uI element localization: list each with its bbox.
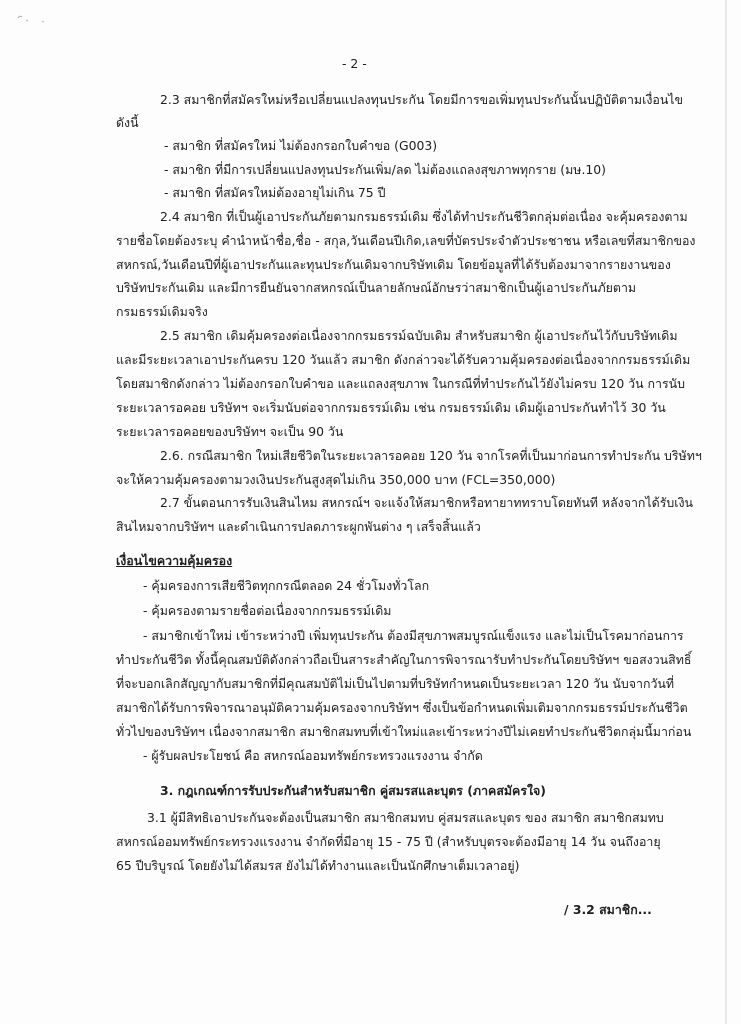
bullet-item: - สมาชิก ที่มีการเปลี่ยนแปลงทุนประกันเพิ่ม/ลด ไม่ต้องแถลงสุขภาพทุกราย (มษ.10) — [164, 162, 607, 177]
clause-2-5: 2.5 สมาชิก เดิมคุ้มครองต่อเนื่องจากกรมธรรม์ฉบับเดิม สำหรับสมาชิก ผู้เอาประกันไว้กับบริษัทเดิม — [160, 328, 678, 343]
clause-2-6: 2.6. กรณีสมาชิก ใหม่เสียชีวิตในระยะเวลารอคอย 120 วัน จากโรคที่เป็นมาก่อนการทำประกัน บริษัทฯ — [160, 448, 702, 463]
bullet-item: - สมาชิก ที่สมัครใหม่ต้องอายุไม่เกิน 75 ปี — [164, 185, 386, 200]
bullet-item: - ผู้รับผลประโยชน์ คือ สหกรณ์ออมทรัพย์กระทรวงแรงงาน จำกัด — [143, 748, 483, 763]
clause-3-1: 3.1 ผู้มีสิทธิเอาประกันจะต้องเป็นสมาชิก สมาชิกสมทบ คู่สมรสและบุตร ของ สมาชิก สมาชิกสมทบ — [147, 810, 664, 825]
paragraph-line: กรมธรรม์เดิมจริง — [116, 304, 208, 319]
paragraph-line: ระยะเวลารอคอย บริษัทฯ จะเริ่มนับต่อจากกรมธรรม์เดิม เช่น กรมธรรม์เดิม เดิมผู้เอาประกันทำไว้ 30 วัน — [116, 400, 666, 415]
bullet-item: - สมาชิก ที่สมัครใหม่ ไม่ต้องกรอกใบคำขอ (G003) — [164, 138, 438, 153]
bullet-item: - คุ้มครองการเสียชีวิตทุกกรณีตลอด 24 ชั่วโมงทั่วโลก — [143, 578, 430, 593]
paragraph-line: ที่จะบอกเลิกสัญญากับสมาชิกที่มีคุณสมบัติไม่เป็นไปตามที่บริษัทกำหนดเป็นระยะเวลา 120 วัน นับจากวันที่ — [116, 676, 675, 691]
paragraph-line: จะให้ความคุ้มครองตามวงเงินประกันสูงสุดไม่เกิน 350,000 บาท (FCL=350,000) — [116, 472, 556, 487]
paragraph-line: ดังนี้ — [116, 115, 139, 130]
paragraph-line: รายชื่อโดยต้องระบุ คำนำหน้าชื่อ,ชื่อ - สกุล,วันเดือนปีเกิด,เลขที่บัตรประจำตัวประชาชน หรือเลขที่สมาชิกของ — [116, 233, 696, 248]
scan-edge — [725, 0, 727, 1024]
bullet-item: - คุ้มครองตามรายชื่อต่อเนื่องจากกรมธรรม์เดิม — [143, 603, 392, 618]
paragraph-line: และมีระยะเวลาเอาประกันครบ 120 วันแล้ว สมาชิก ดังกล่าวจะได้รับความคุ้มครองต่อเนื่องจากกรมธรรม์เดิม — [116, 352, 691, 367]
clause-2-7: 2.7 ขั้นตอนการรับเงินสินไหม สหกรณ์ฯ จะแจ้งให้สมาชิกหรือทายาททราบโดยทันที หลังจากได้รับเงิน — [160, 495, 693, 510]
section-3-heading: 3. กฎเกณฑ์การรับประกันสำหรับสมาชิก คู่สมรสและบุตร (ภาคสมัครใจ) — [160, 783, 546, 798]
paragraph-line: 65 ปีบริบูรณ์ โดยยังไม่ได้สมรส ยังไม่ได้ทำงานและเป็นนักศึกษาเต็มเวลาอยู่) — [116, 858, 520, 873]
continuation-note: / 3.2 สมาชิก... — [564, 902, 652, 917]
paragraph-line: สินไหมจากบริษัทฯ และดำเนินการปลดภาระผูกพันต่าง ๆ เสร็จสิ้นแล้ว — [116, 519, 481, 534]
paragraph-line: ระยะเวลารอคอยของบริษัทฯ จะเป็น 90 วัน — [116, 424, 344, 439]
paragraph-line: ทั่วไปของบริษัทฯ เนื่องจากสมาชิก สมาชิกสมทบที่เข้าใหม่และเข้าระหว่างปีไม่เคยทำประกันชีวิตกลุ่มนี้มาก่อน — [116, 724, 692, 739]
paragraph-line: ทำประกันชีวิต ทั้งนี้คุณสมบัติดังกล่าวถือเป็นสาระสำคัญในการพิจารณารับทำประกันโดยบริษัทฯ ขอสงวนสิทธิ์ — [116, 652, 692, 667]
paragraph-line: สหกรณ์ออมทรัพย์กระทรวงแรงงาน จำกัดที่มีอายุ 15 - 75 ปี (สำหรับบุตรจะต้องมีอายุ 14 วัน จนถึงอายุ — [116, 834, 661, 849]
scan-mark-icon — [16, 12, 46, 24]
paragraph-line: สหกรณ์,วันเดือนปีที่ผู้เอาประกันและทุนประกันเดิมจากบริษัทเดิม โดยข้อมูลที่ได้รับต้องมาจากรายงานของ — [116, 257, 671, 272]
paragraph-line: โดยสมาชิกดังกล่าว ไม่ต้องกรอกใบคำขอ และแถลงสุขภาพ ในกรณีที่ทำประกันไว้ยังไม่ครบ 120 วัน การนับ — [116, 376, 685, 391]
paragraph-line: สมาชิกได้รับการพิจารณาอนุมัติความคุ้มครองจากบริษัทฯ ซึ่งเป็นข้อกำหนดเพิ่มเติมจากกรมธรรม์ประกันชีวิต — [116, 700, 688, 715]
bullet-item: - สมาชิกเข้าใหม่ เข้าระหว่างปี เพิ่มทุนประกัน ต้องมีสุขภาพสมบูรณ์แข็งแรง และไม่เป็นโรคมาก่อนการ — [143, 628, 684, 643]
clause-2-4: 2.4 สมาชิก ที่เป็นผู้เอาประกันภัยตามกรมธรรม์เดิม ซึ่งได้ทำประกันชีวิตกลุ่มต่อเนื่อง จะคุ้มครองตาม — [160, 209, 688, 224]
page-number: - 2 - — [342, 56, 367, 71]
paragraph-line: บริษัทประกันเดิม และมีการยืนยันจากสหกรณ์เป็นลายลักษณ์อักษรว่าสมาชิกเป็นผู้เอาประกันภัยตาม — [116, 280, 637, 295]
coverage-conditions-heading: เงื่อนไขความคุ้มครอง — [116, 553, 233, 568]
clause-2-3: 2.3 สมาชิกที่สมัครใหม่หรือเปลี่ยนแปลงทุนประกัน โดยมีการขอเพิ่มทุนประกันนั้นปฏิบัติตามเงื่อนไข — [160, 92, 683, 107]
